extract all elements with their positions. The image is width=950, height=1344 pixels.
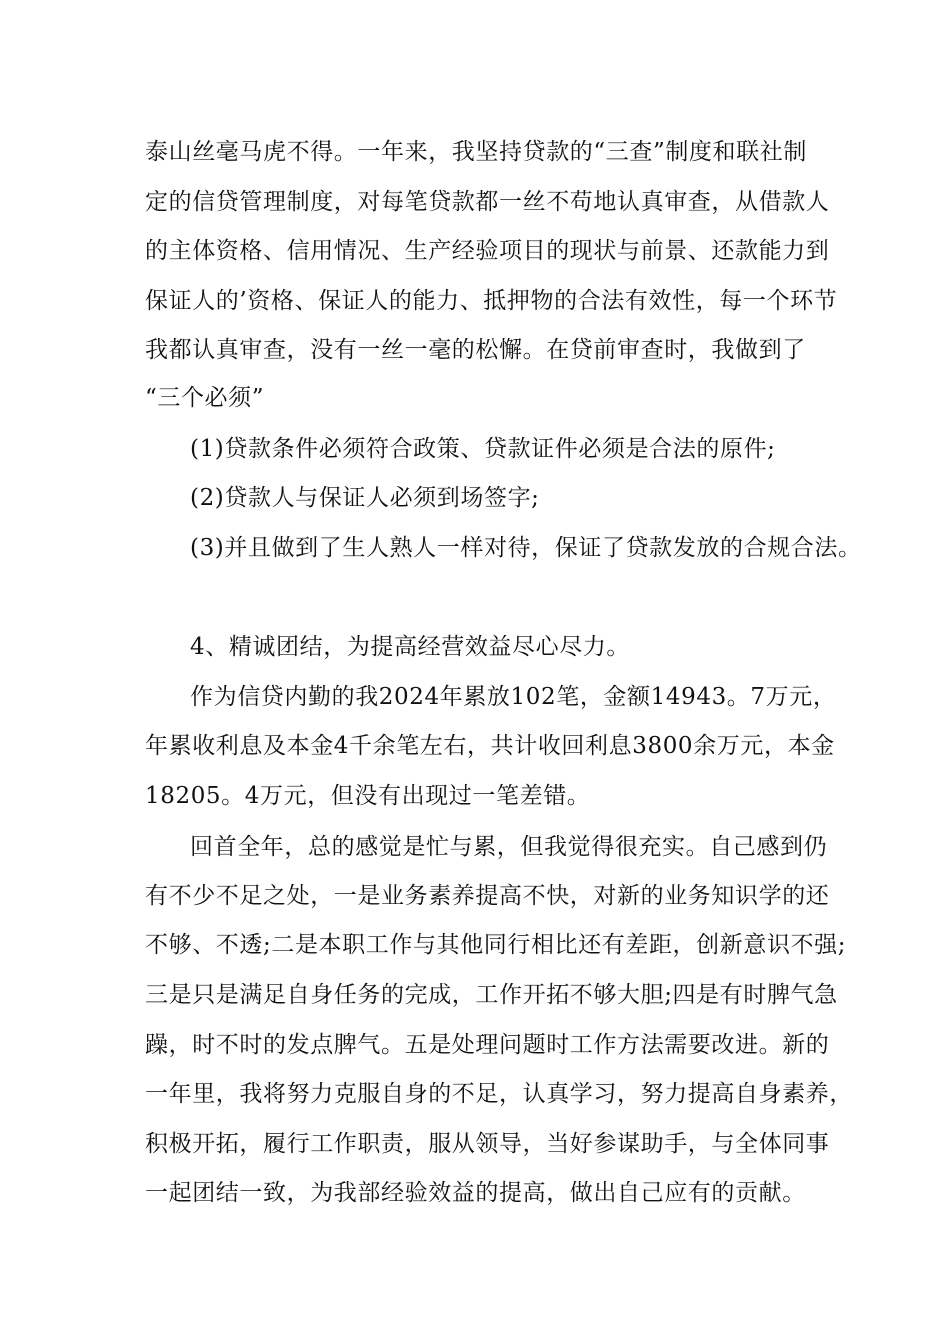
list-item: (2)贷款人与保证人必须到场签字; [190, 485, 540, 511]
text-line: 有不少不足之处，一是业务素养提高不快，对新的业务知识学的还 [145, 883, 830, 909]
text-line: 作为信贷内勤的我2024年累放102笔，金额14943。7万元， [190, 684, 837, 710]
section-heading: 4、精诚团结，为提高经营效益尽心尽力。 [190, 634, 631, 660]
text-line: “三个必须” [145, 385, 265, 411]
text-line: 躁，时不时的发点脾气。五是处理问题时工作方法需要改进。新的 [145, 1032, 830, 1058]
text-line: 我都认真审查，没有一丝一毫的松懈。在贷前审查时，我做到了 [145, 337, 806, 363]
list-item: (3)并且做到了生人熟人一样对待，保证了贷款发放的合规合法。 [190, 535, 862, 561]
text-line: 的主体资格、信用情况、生产经验项目的现状与前景、还款能力到 [145, 238, 830, 264]
text-line: 年累收利息及本金4千余笔左右，共计收回利息3800余万元，本金 [145, 733, 835, 759]
text-line: 积极开拓，履行工作职责，服从领导，当好参谋助手，与全体同事 [145, 1131, 830, 1157]
text-line: 一年里，我将努力克服自身的不足，认真学习，努力提高自身素养， [145, 1081, 853, 1107]
text-line: 一起团结一致，为我部经验效益的提高，做出自己应有的贡献。 [145, 1180, 806, 1206]
text-line: 三是只是满足自身任务的完成，工作开拓不够大胆;四是有时脾气急 [145, 982, 838, 1008]
text-line: 保证人的’资格、保证人的能力、抵押物的合法有效性，每一个环节 [145, 288, 838, 314]
text-line: 不够、不透;二是本职工作与其他同行相比还有差距，创新意识不强; [145, 932, 847, 958]
text-line: 18205。4万元，但没有出现过一笔差错。 [145, 783, 591, 809]
text-line: 泰山丝毫马虎不得。一年来，我坚持贷款的“三查”制度和联社制 [145, 139, 807, 165]
text-line: 回首全年，总的感觉是忙与累，但我觉得很充实。自己感到仍 [190, 834, 828, 860]
text-line: 定的信贷管理制度，对每笔贷款都一丝不苟地认真审查，从借款人 [145, 189, 830, 215]
list-item: (1)贷款条件必须符合政策、贷款证件必须是合法的原件; [190, 436, 776, 462]
